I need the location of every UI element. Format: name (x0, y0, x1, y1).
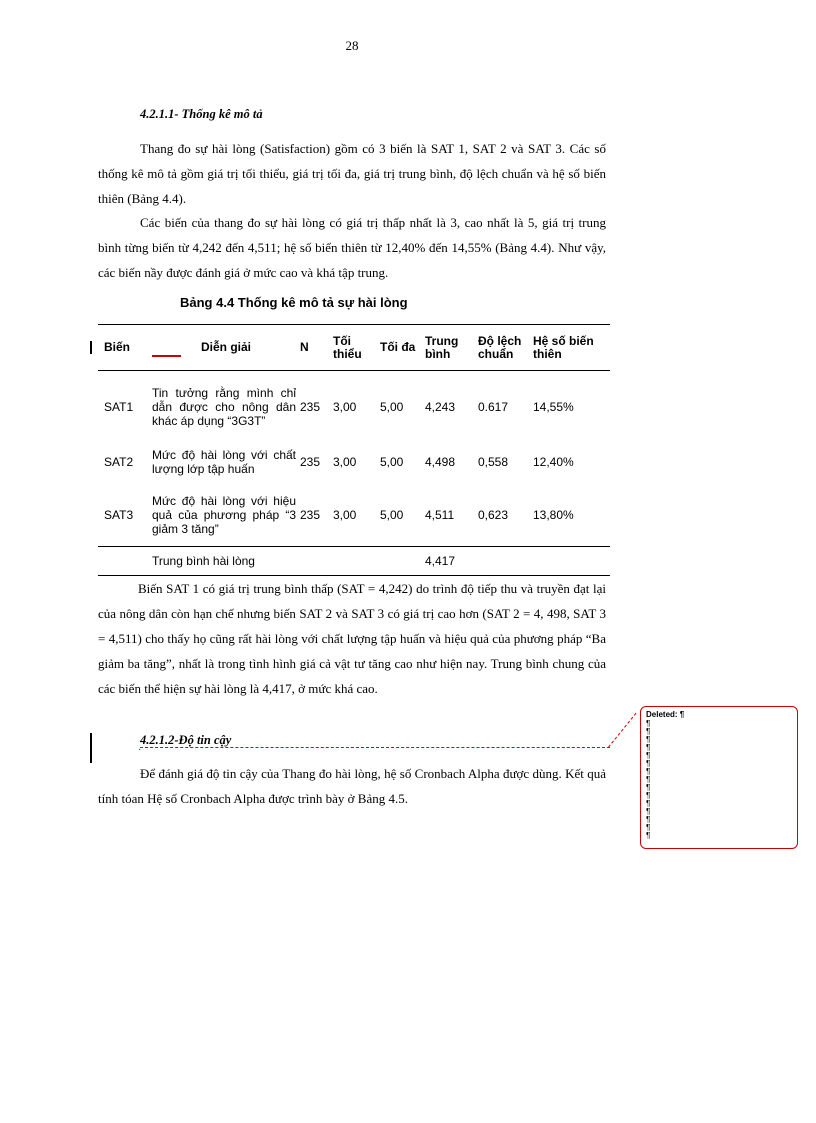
pilcrow-mark: ¶ (646, 831, 651, 840)
table-caption: Bảng 4.4 Thống kê mô tả sự hài lòng (180, 295, 408, 310)
row-sd: 0,623 (478, 508, 509, 522)
row-description: Mức độ hài lòng với hiệu quả của phương pháp “3 giảm 3 tăng” (152, 494, 296, 536)
comment-title: Deleted: ¶ (646, 710, 685, 719)
row-code: SAT3 (104, 508, 134, 522)
deletion-marker (152, 355, 181, 357)
pilcrow-mark: ¶ (646, 759, 651, 768)
paragraph-discussion: Biến SAT 1 có giá trị trung bình thấp (SAT = 4,242) do trình độ tiếp thu và truyền đạt lại của nông dân còn hạn chế nhưng biến SAT 2 và SAT 3 có giá trị cao hơn (SAT 2 = 4, 498, SAT 3 = 4,511) cho thấy họ cũng rất hài lòng với chất lượng tập huấn và hiệu quả của phương pháp “Ba giảm ba tăng”, nhất là trong tình hình giá cả vật tư tăng cao như hiện nay. Trung bình chung của các biến thể hiện sự hài lòng là 4,417, ở mức khá cao. (98, 581, 606, 696)
header-description: Diễn giải (201, 340, 252, 354)
row-min: 3,00 (333, 508, 357, 522)
pilcrow-mark: ¶ (646, 815, 651, 824)
row-description: Tin tưởng rằng mình chỉ dẫn được cho nông dân khác áp dụng “3G3T” (152, 386, 296, 428)
change-bar (90, 341, 92, 354)
comment-marks (646, 720, 792, 840)
row-mean: 4,243 (425, 400, 456, 414)
row-n: 235 (300, 508, 321, 522)
row-n: 235 (300, 455, 321, 469)
row-cv: 12,40% (533, 455, 574, 469)
paragraph-range: Các biến của thang đo sự hài lòng có giá trị thấp nhất là 3, cao nhất là 5, giá trị trung bình từng biến từ 4,242 đến 4,511; hệ số biến thiên từ 12,40% đến 14,55% (Bảng 4.4). Như vậy, các biến nầy được đánh giá ở mức cao và khá tập trung. (98, 215, 606, 280)
table-header-row (98, 324, 610, 371)
header-min: Tối thiểu (333, 333, 362, 361)
insertion-caret: · (138, 745, 142, 756)
row-max: 5,00 (380, 400, 404, 414)
row-max: 5,00 (380, 508, 404, 522)
comment-connector (140, 747, 610, 748)
pilcrow-mark: ¶ (646, 791, 651, 800)
deleted-comment-balloon[interactable] (640, 706, 798, 849)
pilcrow-mark: ¶ (646, 807, 651, 816)
table-row (98, 486, 610, 544)
row-cv: 14,55% (533, 400, 574, 414)
table-average-row (98, 546, 610, 576)
row-code: SAT2 (104, 455, 134, 469)
row-mean: 4,498 (425, 455, 456, 469)
header-code: Biến (104, 340, 131, 354)
row-min: 3,00 (333, 400, 357, 414)
paragraph-intro: Thang đo sự hài lòng (Satisfaction) gồm có 3 biến là SAT 1, SAT 2 và SAT 3. Các số thống kê mô tả gồm giá trị tối thiểu, giá trị tối đa, giá trị trung bình, độ lệch chuẩn và hệ số biến thiên (Bảng 4.4). (98, 141, 606, 206)
pilcrow-mark: ¶ (646, 823, 651, 832)
row-code: SAT1 (104, 400, 134, 414)
statistics-table (98, 324, 610, 576)
average-label: Trung bình hài lòng (152, 554, 255, 568)
paragraph-reliability: Để đánh giá độ tin cậy của Thang đo hài lòng, hệ số Cronbach Alpha được dùng. Kết quả tính tóan Hệ số Cronbach Alpha được trình bày ở Bảng 4.5. (98, 766, 606, 806)
table-row (98, 377, 610, 437)
pilcrow-mark: ¶ (646, 735, 651, 744)
table-row (98, 442, 610, 482)
pilcrow-mark: ¶ (646, 743, 651, 752)
pilcrow-mark: ¶ (646, 767, 651, 776)
row-n: 235 (300, 400, 321, 414)
header-n: N (300, 340, 309, 354)
change-bar (90, 733, 92, 763)
row-min: 3,00 (333, 455, 357, 469)
comment-connector-diagonal (608, 713, 636, 748)
pilcrow-mark: ¶ (646, 775, 651, 784)
section-heading: 4.2.1.1- Thống kê mô tả (140, 107, 263, 121)
pilcrow-mark: ¶ (646, 783, 651, 792)
header-mean: Trung bình (425, 333, 459, 361)
header-sd: Độ lệch chuẩn (478, 333, 522, 361)
pilcrow-mark: ¶ (646, 751, 651, 760)
row-description: Mức độ hài lòng với chất lượng lớp tập huấn (152, 448, 296, 476)
header-cv: Hệ số biến thiên (533, 333, 594, 361)
row-max: 5,00 (380, 455, 404, 469)
pilcrow-mark: ¶ (646, 799, 651, 808)
row-cv: 13,80% (533, 508, 574, 522)
pilcrow-mark: ¶ (646, 727, 651, 736)
page-number: 28 (345, 38, 359, 53)
row-sd: 0.617 (478, 400, 509, 414)
pilcrow-mark: ¶ (646, 719, 651, 728)
average-mean: 4,417 (425, 554, 456, 568)
subsection-heading: 4.2.1.2-Độ tin cậy (140, 733, 232, 747)
row-sd: 0,558 (478, 455, 509, 469)
header-max: Tối đa (380, 340, 416, 354)
row-mean: 4,511 (425, 508, 455, 522)
